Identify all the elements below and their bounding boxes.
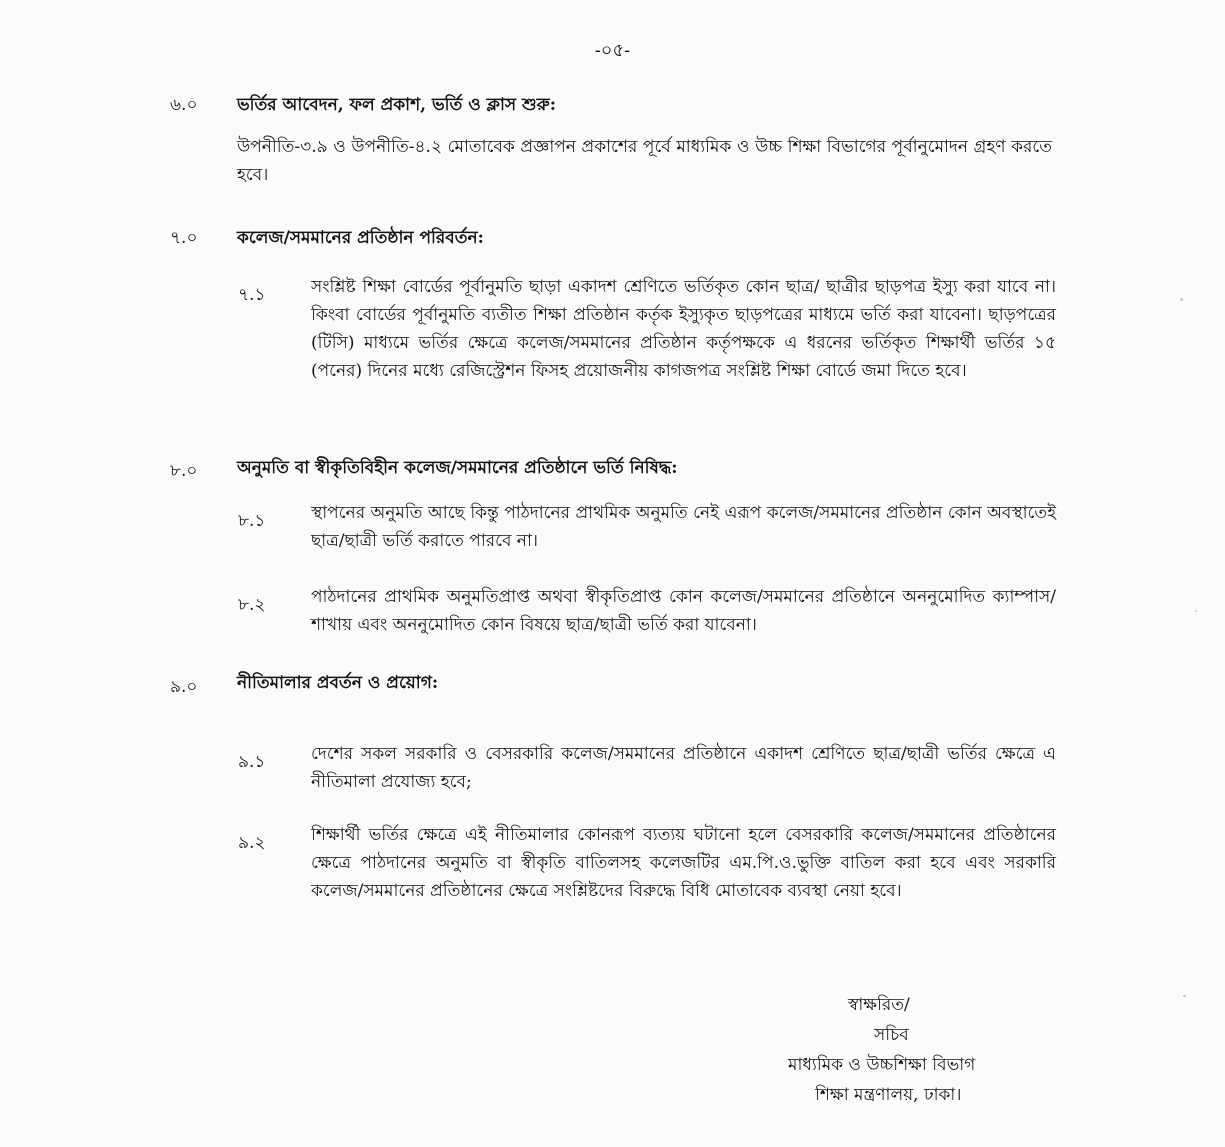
signature-block bbox=[760, 990, 1090, 1110]
section-9-2-number: ৯.২ bbox=[238, 833, 266, 853]
section-8-title: অনুমতি বা স্বীকৃতিবিহীন কলেজ/সমমানের প্রতিষ্ঠানে ভর্তি নিষিদ্ধ: bbox=[237, 458, 678, 478]
section-9-title: নীতিমালার প্রবর্তন ও প্রয়োগ: bbox=[237, 673, 439, 693]
section-9-number: ৯.০ bbox=[170, 677, 198, 697]
page-number: -০৫- bbox=[594, 40, 631, 61]
scan-speck bbox=[1180, 298, 1183, 301]
section-9-1-text: দেশের সকল সরকারি ও বেসরকারি কলেজ/সমমানের প্রতিষ্ঠানে একাদশ শ্রেণিতে ছাত্র/ছাত্রী ভর্তির ক্ষেত্রে এ নীতিমালা প্রযোজ্য হবে; bbox=[311, 744, 1056, 792]
section-6-number: ৬.০ bbox=[170, 95, 198, 115]
signature-signed: স্বাক্ষরিত/ bbox=[848, 995, 910, 1015]
section-8-number: ৮.০ bbox=[170, 461, 198, 481]
scan-speck bbox=[1183, 995, 1186, 997]
section-8-2-number: ৮.২ bbox=[238, 595, 266, 615]
section-9-2-text: শিক্ষার্থী ভর্তির ক্ষেত্রে এই নীতিমালার কোনরূপ ব্যত্যয় ঘটানো হলে বেসরকারি কলেজ/সমমানের প্রতিষ্ঠানের ক্ষেত্রে পাঠদানের অনুমতি বা স্বীকৃতি বাতিলসহ কলেজটির এম.পি.ও.ভুক্তি বাতিল করা হবে এবং সরকারি কলেজ/সমমানের প্রতিষ্ঠানের ক্ষেত্রে সংশ্লিষ্টদের বিরুদ্ধে বিধি মোতাবেক ব্যবস্থা নেয়া হবে। bbox=[311, 825, 1056, 901]
section-6-title: ভর্তির আবেদন, ফল প্রকাশ, ভর্তি ও ক্লাস শুরু: bbox=[237, 95, 556, 115]
section-9-1-number: ৯.১ bbox=[238, 752, 266, 772]
section-6-text: উপনীতি-৩.৯ ও উপনীতি-৪.২ মোতাবেক প্রজ্ঞাপন প্রকাশের পূর্বে মাধ্যমিক ও উচ্চ শিক্ষা বিভাগের পূর্বানুমোদন গ্রহণ করতে হবে। bbox=[237, 137, 1052, 185]
signature-ministry: শিক্ষা মন্ত্রণালয়, ঢাকা। bbox=[815, 1085, 962, 1105]
section-8-1-number: ৮.১ bbox=[238, 511, 266, 531]
section-7-1-number: ৭.১ bbox=[238, 285, 266, 305]
signature-division: মাধ্যমিক ও উচ্চশিক্ষা বিভাগ bbox=[788, 1055, 976, 1075]
section-8-1-text: স্থাপনের অনুমতি আছে কিন্তু পাঠদানের প্রাথমিক অনুমতি নেই এরূপ কলেজ/সমমানের প্রতিষ্ঠান কোন অবস্থাতেই ছাত্র/ছাত্রী ভর্তি করাতে পারবে না। bbox=[311, 503, 1056, 551]
signature-designation: সচিব bbox=[874, 1025, 909, 1045]
section-7-1-text: সংশ্লিষ্ট শিক্ষা বোর্ডের পূর্বানুমতি ছাড়া একাদশ শ্রেণিতে ভর্তিকৃত কোন ছাত্র/ ছাত্রীর ছাড়পত্র ইস্যু করা যাবে না। কিংবা বোর্ডের পূর্বানুমতি ব্যতীত শিক্ষা প্রতিষ্ঠান কর্তৃক ইস্যুকৃত ছাড়পত্রের মাধ্যমে ভর্তি করা যাবেনা। ছাড়পত্রের (টিসি) মাধ্যমে ভর্তির ক্ষেত্রে কলেজ/সমমানের প্রতিষ্ঠান কর্তৃপক্ষকে এ ধরনের ভর্তিকৃত শিক্ষার্থী ভর্তির ১৫ (পনের) দিনের মধ্যে রেজিস্ট্রেশন ফিসহ প্রয়োজনীয় কাগজপত্র সংশ্লিষ্ট শিক্ষা বোর্ডে জমা দিতে হবে। bbox=[311, 277, 1056, 381]
section-7-number: ৭.০ bbox=[170, 228, 198, 248]
section-7-title: কলেজ/সমমানের প্রতিষ্ঠান পরিবর্তন: bbox=[237, 228, 484, 248]
scan-speck bbox=[1195, 610, 1197, 612]
section-8-2-text: পাঠদানের প্রাথমিক অনুমতিপ্রাপ্ত অথবা স্বীকৃতিপ্রাপ্ত কোন কলেজ/সমমানের প্রতিষ্ঠানে অননুমোদিত ক্যাম্পাস/শাখায় এবং অননুমোদিত কোন বিষয়ে ছাত্র/ছাত্রী ভর্তি করা যাবেনা। bbox=[311, 587, 1056, 635]
